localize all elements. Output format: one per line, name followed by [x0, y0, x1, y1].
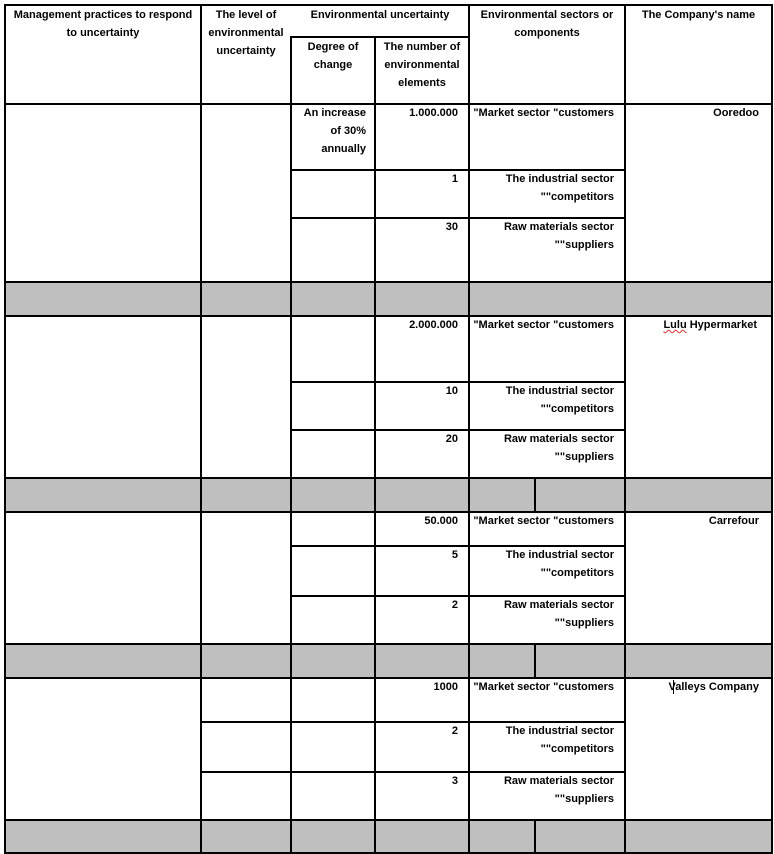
number-cell: 1 [451, 173, 458, 185]
number-cell: 1000 [433, 681, 458, 693]
sector-cell: "Market sector "customers [473, 319, 614, 331]
separator-band-2 [5, 479, 772, 511]
number-cell: 20 [445, 433, 458, 445]
sector-cell: The industrial sector ""competitors [505, 385, 614, 415]
degree-of-change: An increase of 30% annually [303, 107, 366, 155]
separator-band-4 [5, 821, 772, 853]
separator-band-3 [5, 645, 772, 677]
header-sectors: Environmental sectors or components [480, 9, 614, 39]
company-name-ooredoo: Ooredoo [713, 107, 759, 119]
company-name-lulu [626, 316, 757, 334]
sector-cell: The industrial sector ""competitors [505, 725, 614, 755]
header-level: The level of environmental uncertainty [208, 9, 284, 57]
number-cell: 2 [451, 725, 458, 737]
sector-cell: "Market sector "customers [473, 681, 614, 693]
number-cell: 50.000 [424, 515, 458, 527]
sector-cell: The industrial sector ""competitors [505, 549, 614, 579]
sector-cell: "Market sector "customers [473, 515, 614, 527]
sector-cell: The industrial sector ""competitors [505, 173, 614, 203]
header-company: The Company's name [641, 9, 756, 21]
sector-cell: Raw materials sector ""suppliers [503, 221, 614, 251]
number-cell: 5 [451, 549, 458, 561]
company-name-rest: Hypermarket [686, 319, 757, 331]
sector-cell: Raw materials sector ""suppliers [503, 433, 614, 463]
number-cell: 10 [445, 385, 458, 397]
header-degree: Degree of change [307, 41, 359, 71]
sector-cell: Raw materials sector ""suppliers [503, 775, 614, 805]
header-env-uncertainty: Environmental uncertainty [310, 9, 450, 21]
header-number: The number of environmental elements [383, 41, 461, 89]
sector-cell: Raw materials sector ""suppliers [503, 599, 614, 629]
header-practices: Management practices to respond to uncertainty [13, 9, 193, 39]
number-cell: 3 [451, 775, 458, 787]
sector-cell: "Market sector "customers [473, 107, 614, 119]
company-name-carrefour: Carrefour [708, 515, 759, 527]
number-cell: 1.000.000 [409, 107, 458, 119]
separator-band-1 [5, 283, 772, 315]
number-cell: 2.000.000 [409, 319, 458, 331]
spellcheck-word: Lulu [663, 319, 687, 331]
number-cell: 30 [445, 221, 458, 233]
number-cell: 2 [451, 599, 458, 611]
company-name-valleys: Valleys Company [668, 681, 759, 693]
